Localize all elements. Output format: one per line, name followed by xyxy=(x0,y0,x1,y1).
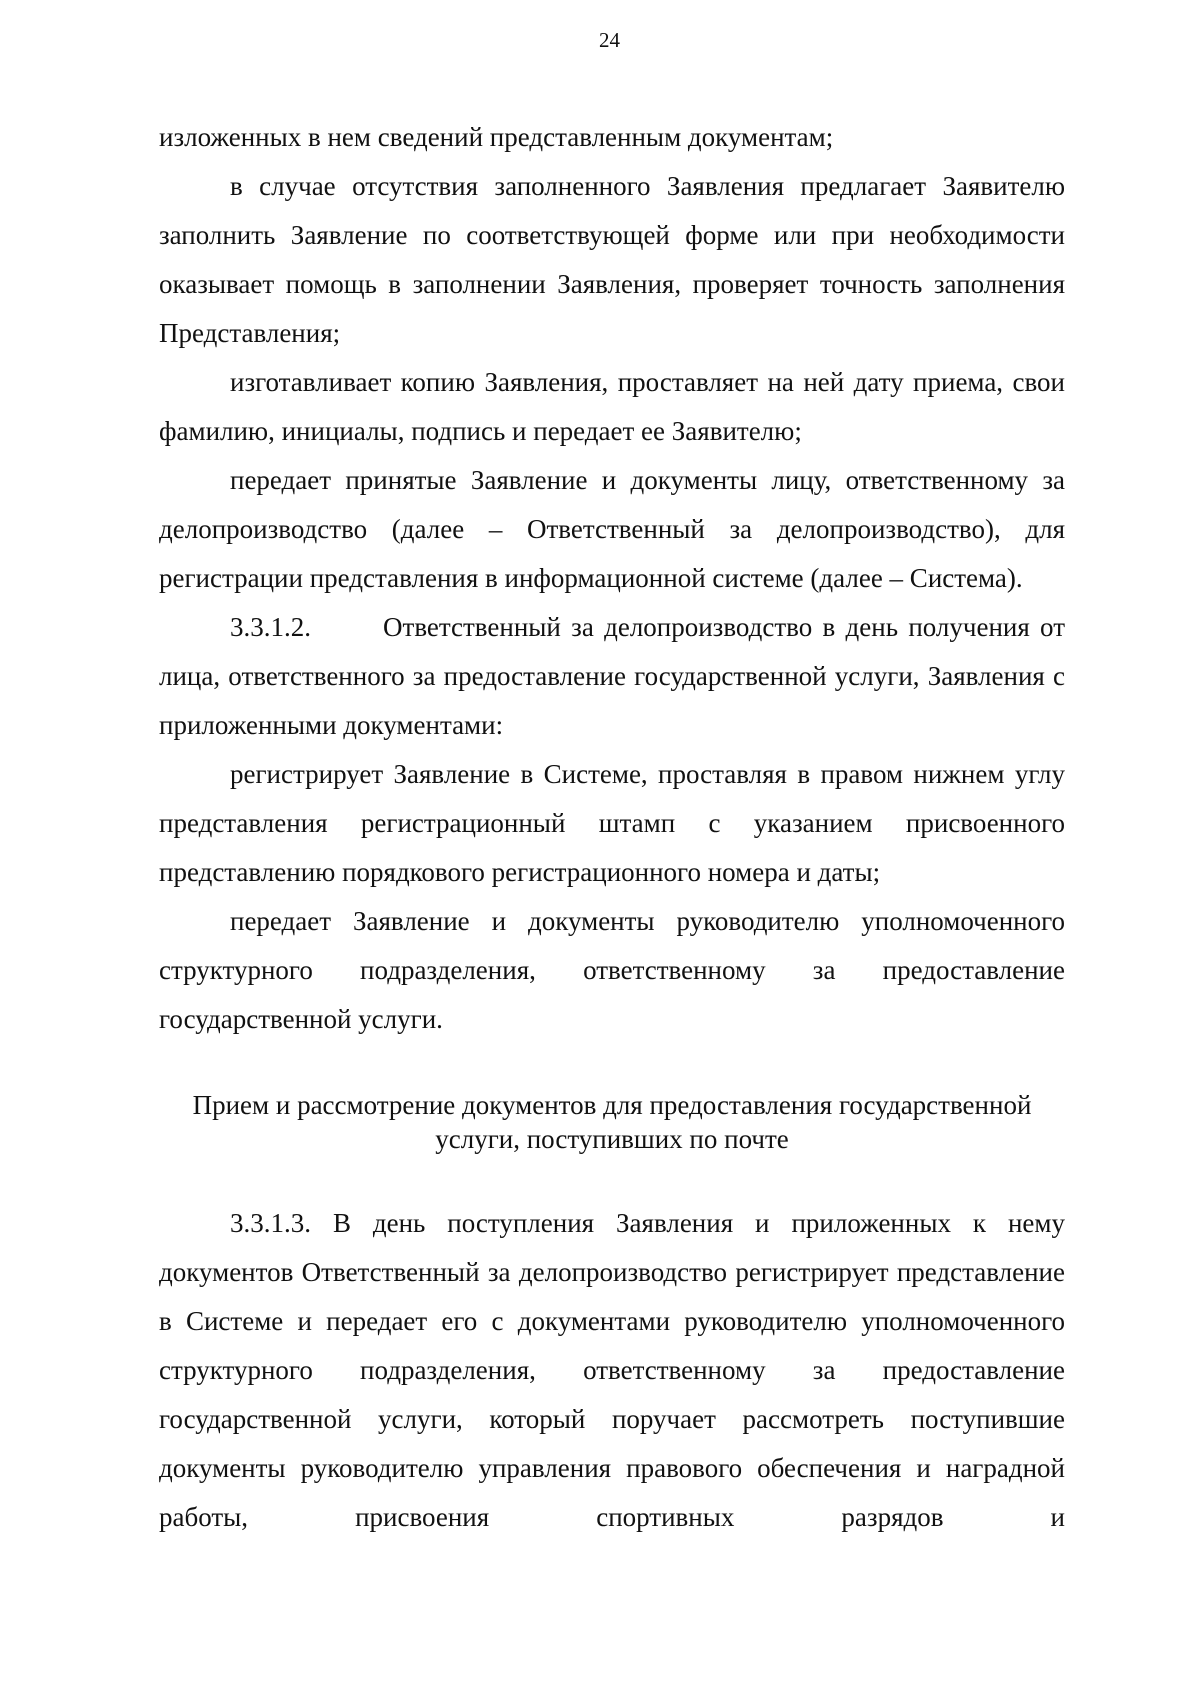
page-number: 24 xyxy=(599,28,620,52)
paragraph: в случае отсутствия заполненного Заявления предлагает Заявителю заполнить Заявление по соответствующей форме или при необходимости оказывает помощь в заполнении Заявления, проверяет точность заполнения Представления; xyxy=(159,171,1072,348)
paragraph: регистрирует Заявление в Системе, проставляя в правом нижнем углу представления регистрационный штамп с указанием присвоенного представлению порядкового регистрационного номера и даты; xyxy=(159,759,1072,887)
paragraph: 3.3.1.2. Ответственный за делопроизводство в день получения от лица, ответственного за предоставление государственной услуги, Заявления с приложенными документами: xyxy=(159,612,1072,740)
section-heading-line: услуги, поступивших по почте xyxy=(435,1124,789,1154)
paragraph: 3.3.1.3. В день поступления Заявления и приложенных к нему документов Ответственный за делопроизводство регистрирует представление в Системе и передает его с документами руководителю уполномоченного структурного подразделения, ответственному за предоставление государственной услуги, который поручает рассмотреть поступившие документы руководителю управления правового обеспечения и наградной работы, присвоения спортивных разрядов и xyxy=(159,1208,1072,1532)
paragraph: передает Заявление и документы руководителю уполномоченного структурного подразделения, ответственному за предоставление государственной услуги. xyxy=(159,906,1072,1034)
document-body xyxy=(159,113,1072,1542)
paragraph: передает принятые Заявление и документы лицу, ответственному за делопроизводство (далее – Ответственный за делопроизводство), для регистрации представления в информационной системе (далее – Система). xyxy=(159,465,1072,593)
paragraph: изготавливает копию Заявления, проставляет на ней дату приема, свои фамилию, инициалы, подпись и передает ее Заявителю; xyxy=(159,367,1072,446)
paragraph: изложенных в нем сведений представленным документам; xyxy=(159,122,834,152)
section-heading-line: Прием и рассмотрение документов для предоставления государственной xyxy=(192,1090,1032,1120)
section-heading xyxy=(159,1088,1065,1156)
